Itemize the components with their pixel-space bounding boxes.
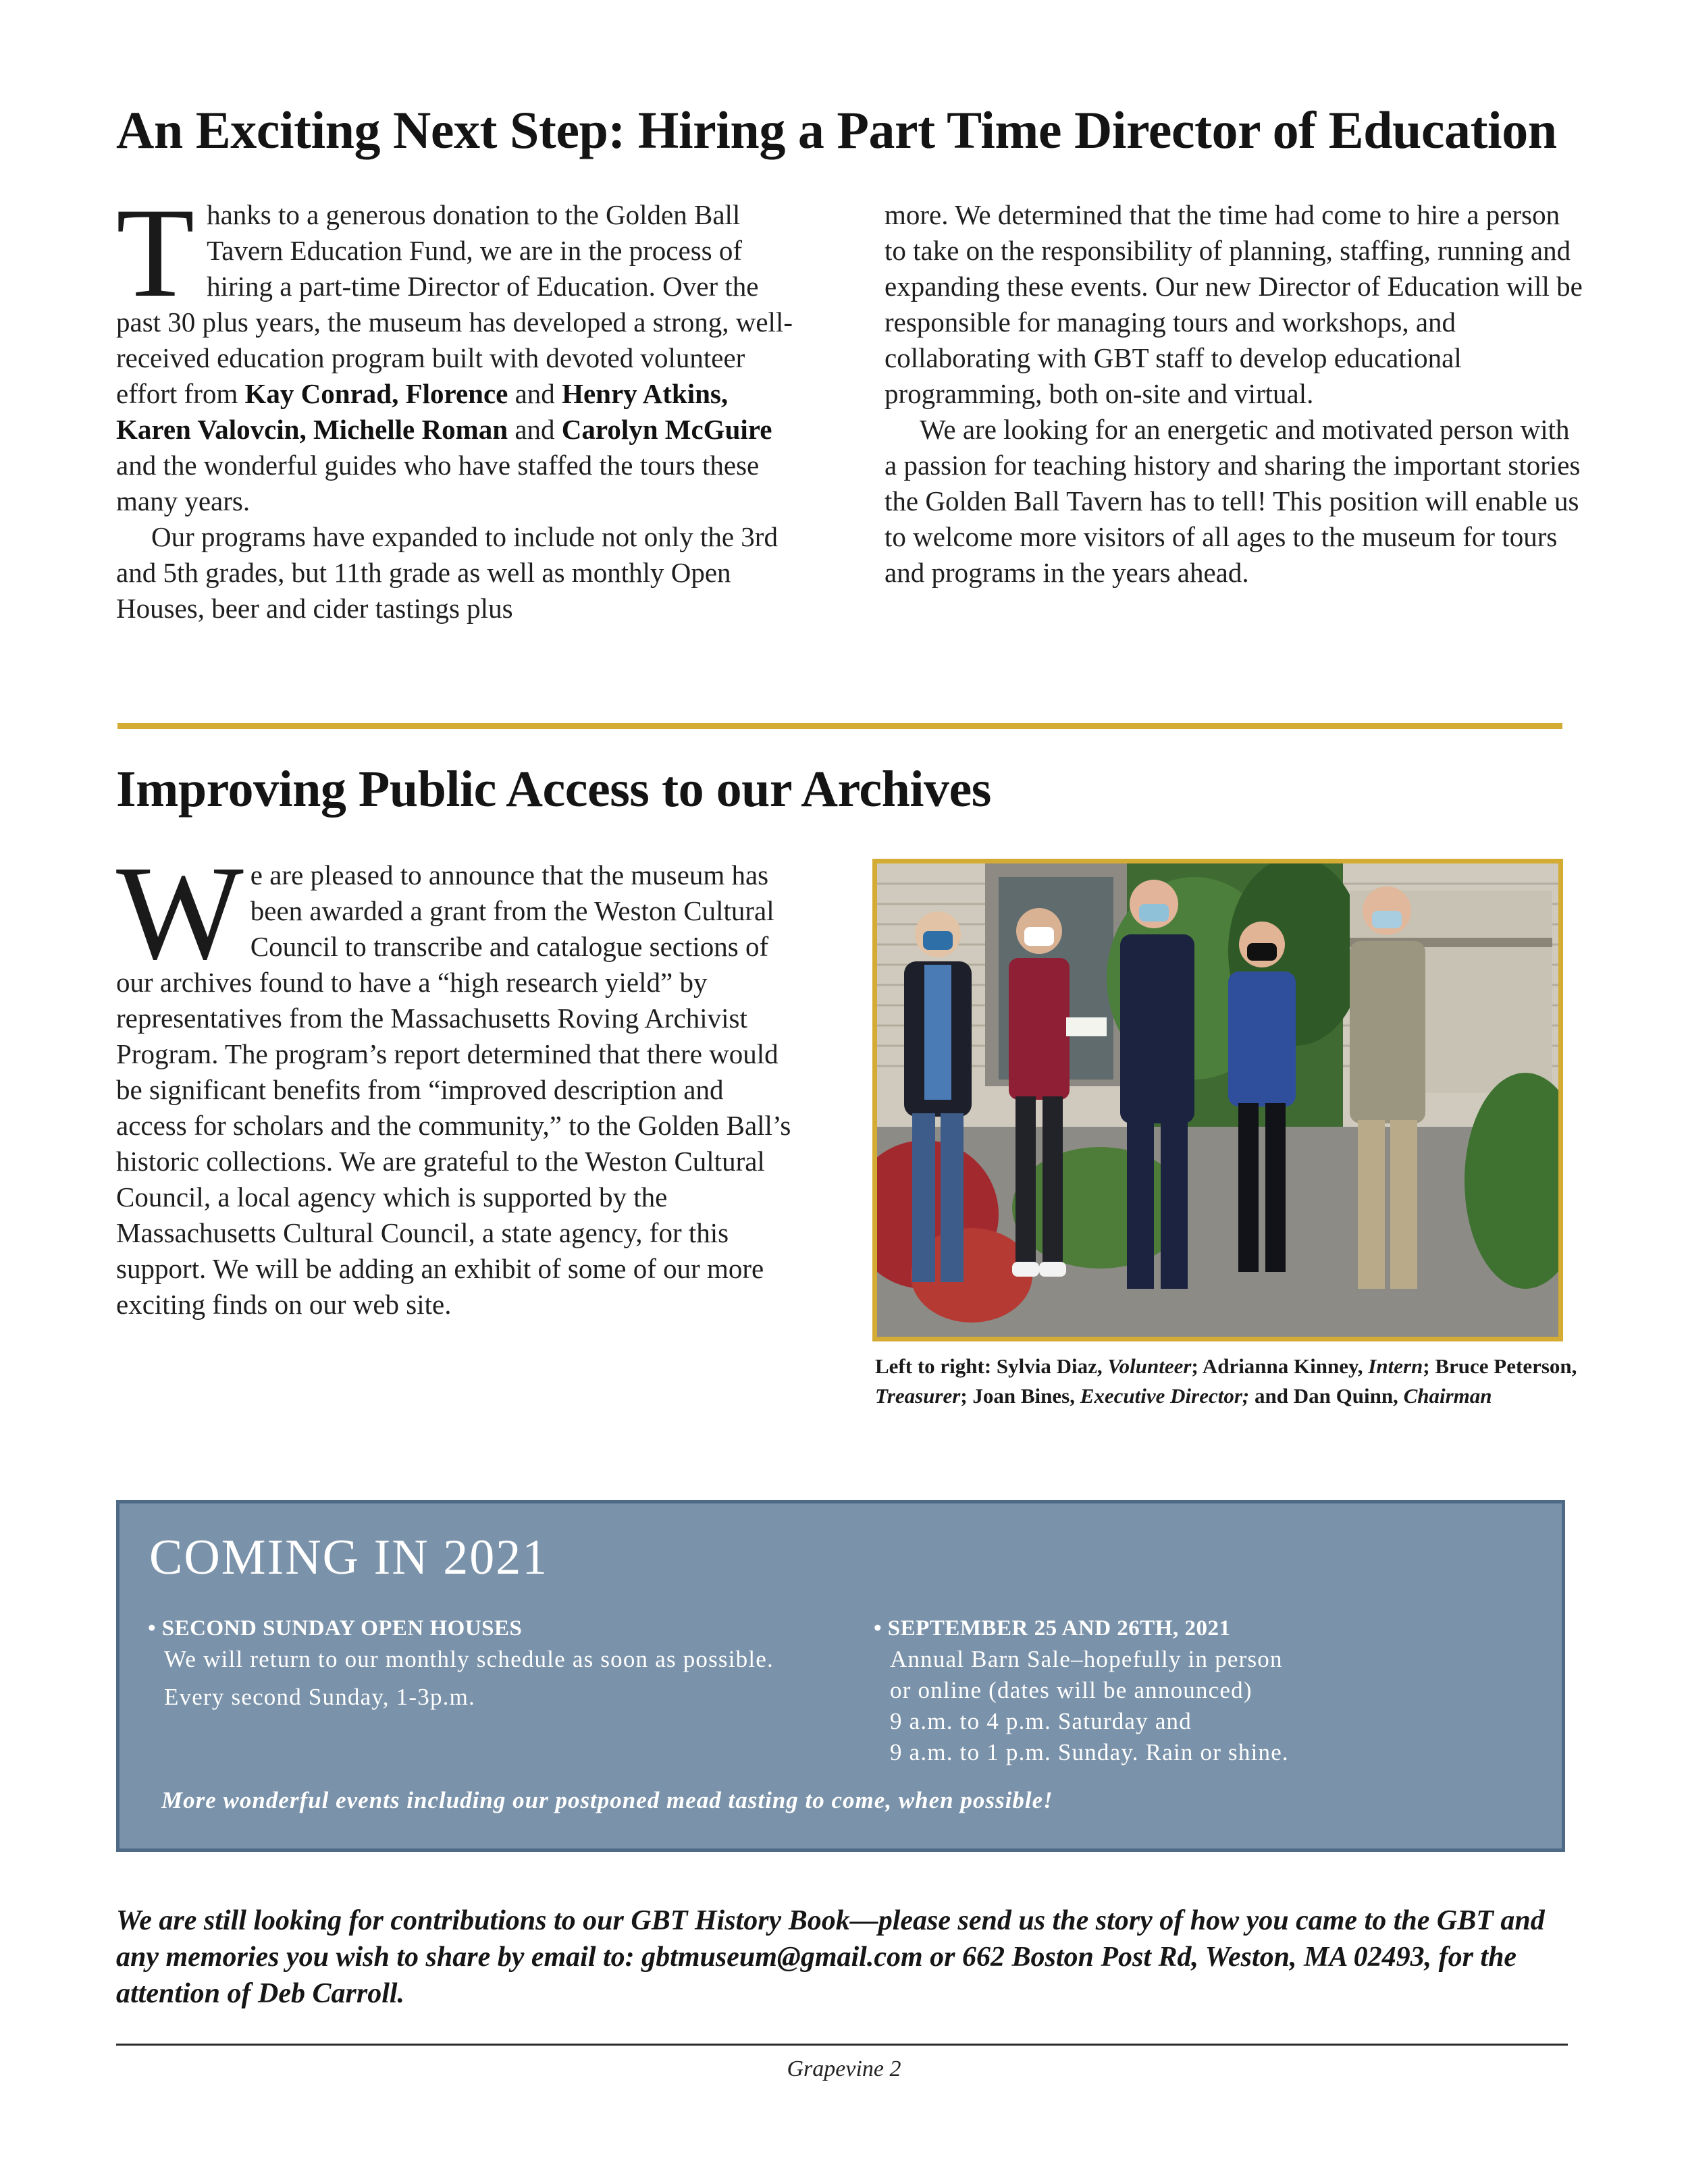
event-heading: • SECOND SUNDAY OPEN HOUSES [148,1616,523,1641]
volunteer-names: Henry Atkins, Karen Valovcin, Michelle Roman [116,378,729,445]
article-education-paragraph-2: Our programs have expanded to include not only the 3rd and 5th grades, but 11th grade as well as monthly Open Houses, beer and cider tastings plus [116,521,778,624]
event-description: Annual Barn Sale–hopefully in person [890,1646,1283,1672]
coming-title: COMING IN 2021 [149,1530,549,1585]
photo-caption: Left to right: Sylvia Diaz, Volunteer; Adrianna Kinney, Intern; Bruce Peterson, Treasurer; Joan Bines, Executive Director; and Dan Quinn, Chairman [875,1354,1577,1408]
article-title-education: An Exciting Next Step: Hiring a Part Time Director of Education [116,101,1557,159]
article-education-right-column [885,197,1587,591]
volunteer-names: Kay Conrad, Florence [244,378,508,409]
event-open-houses [148,1613,796,1713]
footer-divider [116,2044,1568,2046]
coming-note: More wonderful events including our postponed mead tasting to come, when possible! [161,1787,1053,1813]
history-book-appeal: We are still looking for contributions to our GBT History Book—please send us the story of how you came to the GBT and any memories you wish to share by email to: gbtmuseum@gmail.com or 662 Boston Post Rd, Weston, MA 02493, for the attention of Deb Carroll. [116,1905,1545,2009]
event-barn-sale [874,1613,1549,1768]
article-education-paragraph-4: We are looking for an energetic and motivated person with a passion for teaching history and sharing the important stories the Golden Ball Tavern has to tell! This position will enable us to welcome more visitors of all ages to the museum for tours and programs in the years ahead. [885,414,1581,588]
coming-events-box [116,1500,1565,1852]
article-archives-column [116,838,791,1323]
article-education-paragraph-1: Thanks to a generous donation to the Golden Ball Tavern Education Fund, we are in the process of hiring a part-time Director of Education. Over the past 30 plus years, the museum has developed a strong, well-received education program built with devoted volunteer effort from Kay Conrad, Florence and Henry Atkins, Karen Valovcin, Michelle Roman and Carolyn McGuire and the wonderful guides who have staffed the tours these many years. [116,182,793,516]
article-education-left-column [116,182,803,627]
group-photo [872,859,1563,1341]
dropcap-letter: W [116,838,244,988]
volunteer-names: Carolyn McGuire [561,414,772,445]
event-heading: • SEPTEMBER 25 AND 26TH, 2021 [874,1616,1231,1641]
event-description: We will return to our monthly schedule as soon as possible. [164,1646,774,1672]
section-divider [117,723,1562,729]
dropcap-letter: T [116,182,195,324]
event-schedule: 9 a.m. to 4 p.m. Saturday and [890,1708,1192,1734]
group-photo-illustration [877,863,1558,1337]
page-footer: Grapevine 2 [787,2056,901,2081]
article-archives-paragraph: We are pleased to announce that the museum has been awarded a grant from the Weston Cultural Council to transcribe and catalogue sections of our archives found to have a “high research yield” by representatives from the Massachusetts Roving Archivist Program. The program’s report determined that there would be significant benefits from “improved description and access for scholars and the community,” to the Golden Ball’s historic collections. We are grateful to the Weston Cultural Council, a local agency which is supported by the Massachusetts Cultural Council, a state agency, for this support. We will be adding an exhibit of some of our more exciting finds on our web site. [116,838,791,1320]
event-schedule: Every second Sunday, 1-3p.m. [164,1684,475,1710]
event-description: or online (dates will be announced) [890,1677,1252,1703]
article-education-paragraph-3: more. We determined that the time had come to hire a person to take on the responsibility of planning, staffing, running and expanding these events. Our new Director of Education will be responsible for managing tours and workshops, and collaborating with GBT staff to develop educational programming, both on-site and virtual. [885,199,1583,409]
event-schedule: 9 a.m. to 1 p.m. Sunday. Rain or shine. [890,1739,1289,1765]
article-title-archives: Improving Public Access to our Archives [116,761,991,818]
